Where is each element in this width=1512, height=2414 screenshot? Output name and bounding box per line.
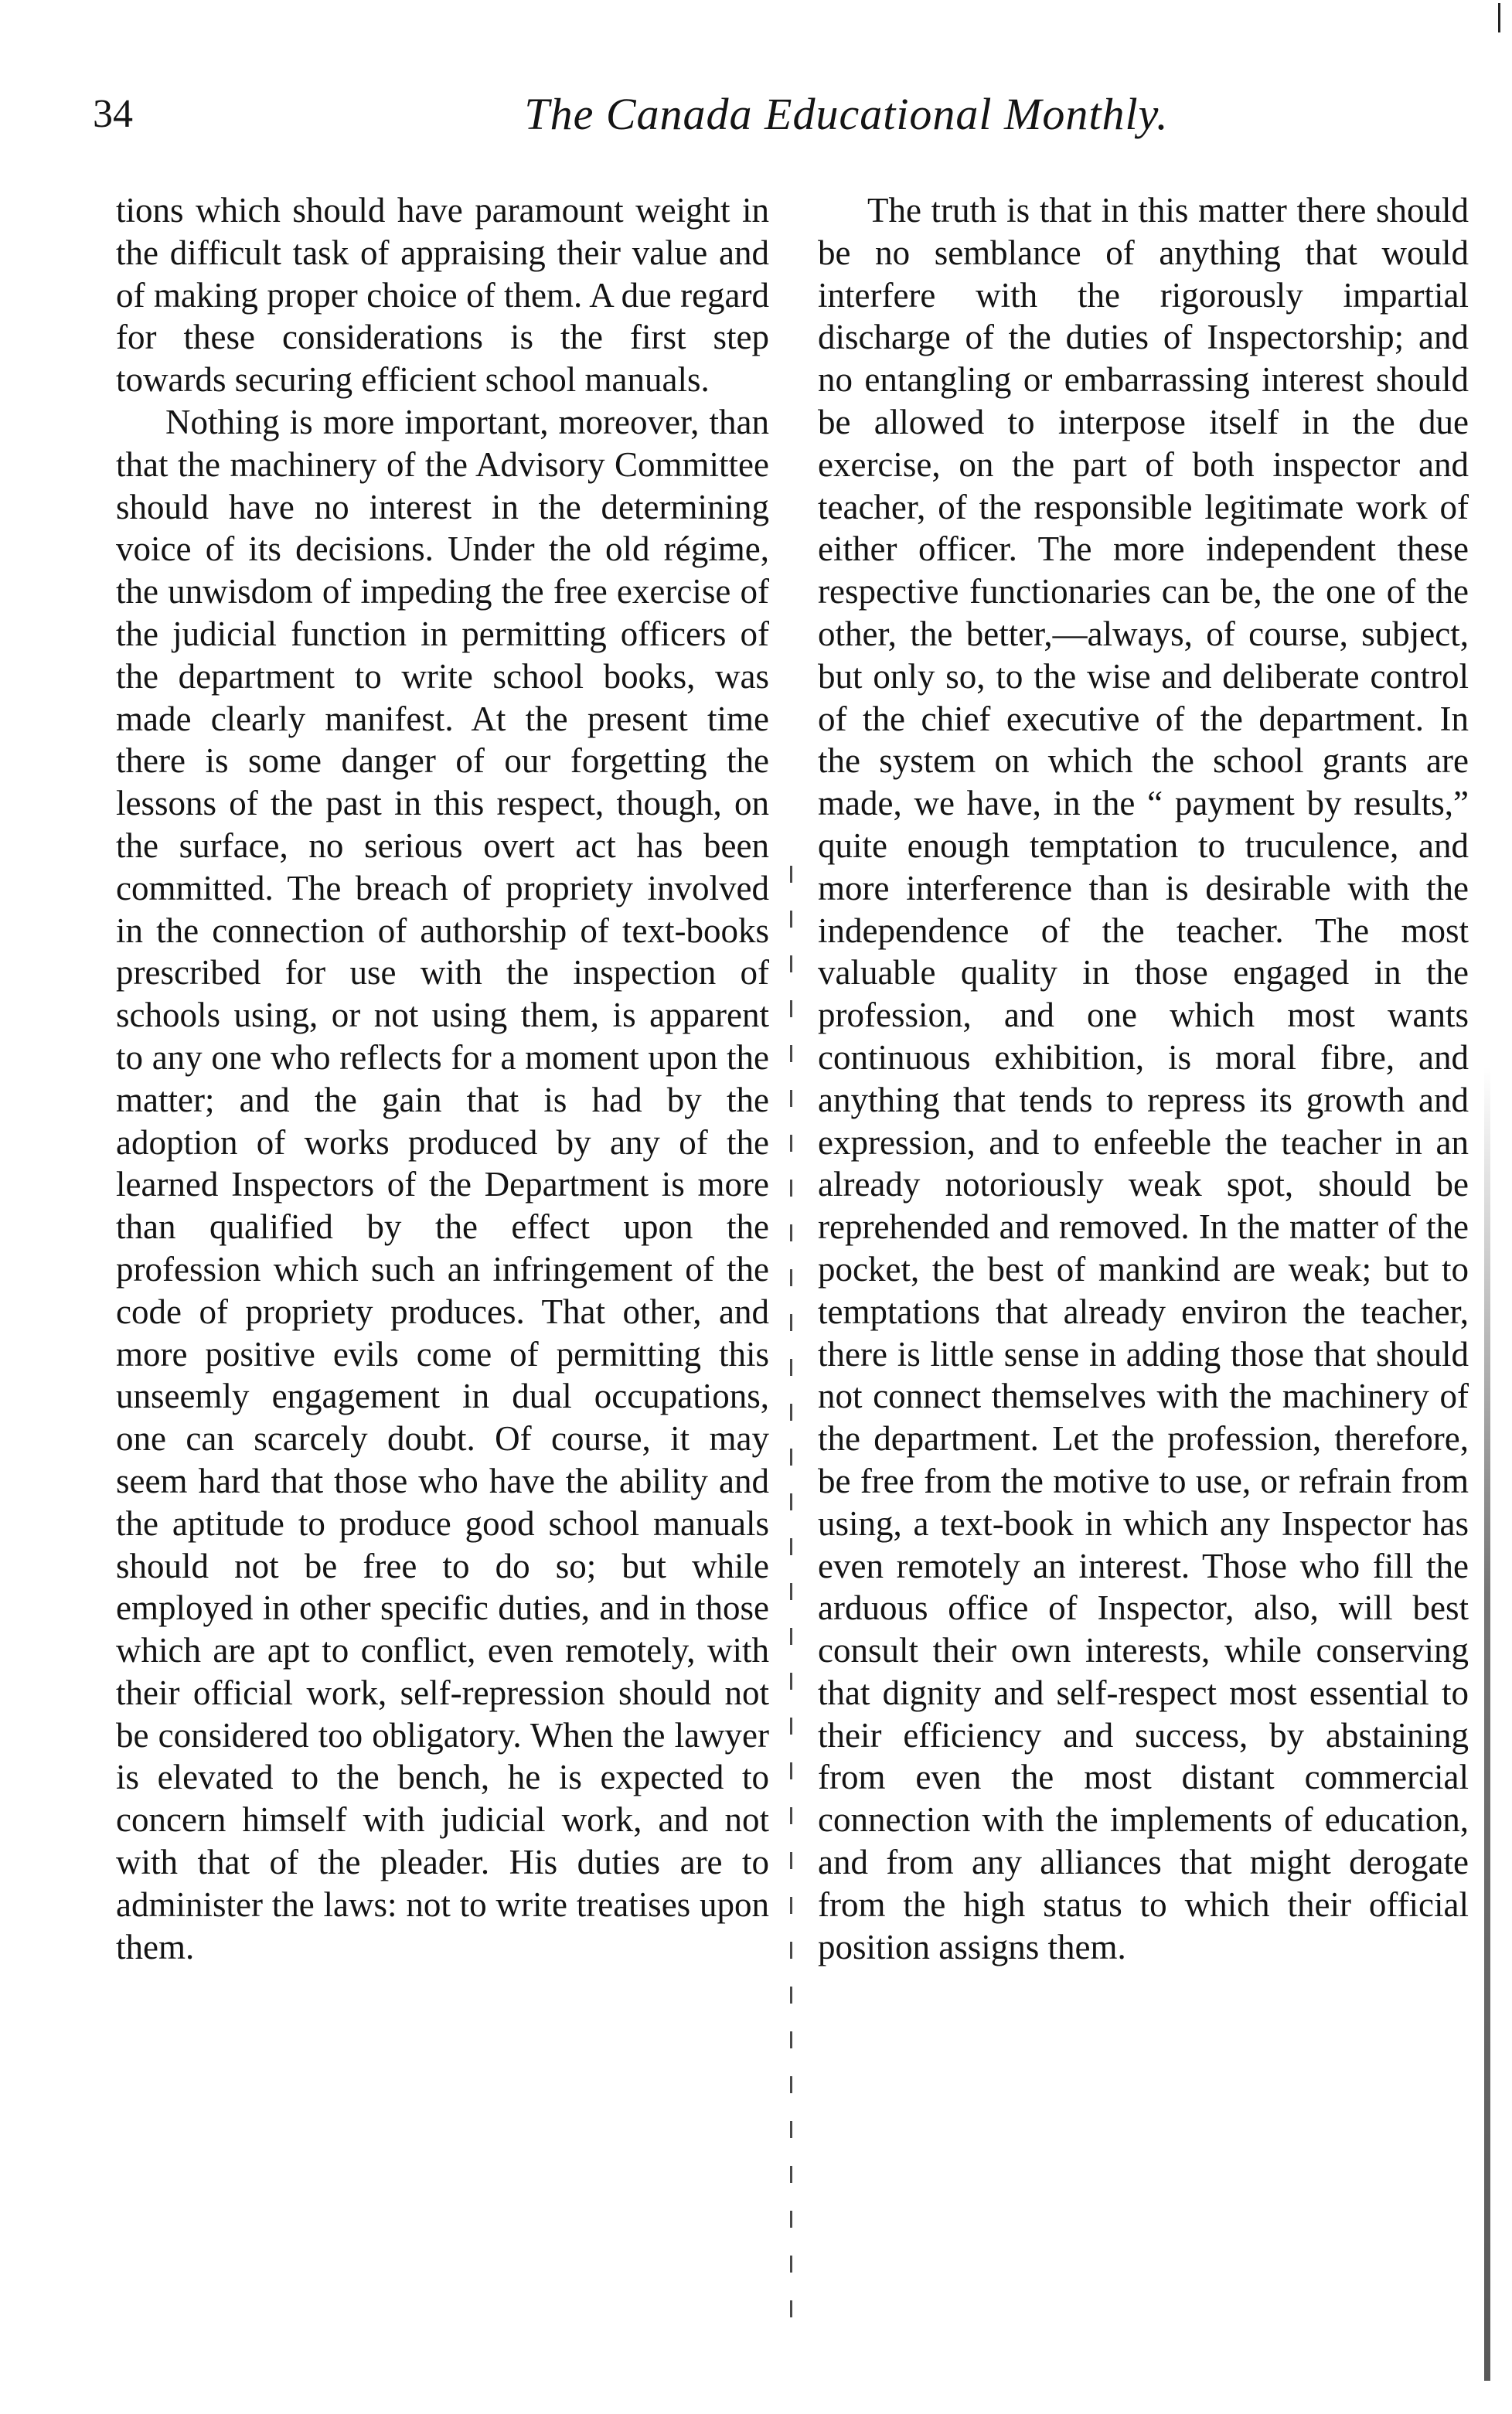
- page-number: 34: [93, 92, 133, 136]
- scan-binding-shadow: [1484, 1067, 1490, 2381]
- scan-edge-mark: [1498, 3, 1500, 32]
- column-divider: [790, 866, 792, 2342]
- paragraph: Nothing is more important, moreover, than that the machinery of the Advisory Committee should have no interest in the determining voice of its decisions. Under the old régime, the unwisdom of impeding the free exercise of the judicial function in permitting officers of the department to write school books, was made clearly manifest. At the present time there is some danger of our forgetting the lessons of the past in this respect, though, on the surface, no serious overt act has been committed. The breach of propriety involved in the connection of authorship of text-books prescribed for use with the inspection of schools using, or not using them, is apparent to any one who reflects for a moment upon the matter; and the gain that is had by the adoption of works produced by any of the learned Inspectors of the Department is more than qualified by the effect upon the profession which such an infringement of the code of propriety produces. That other, and more positive evils come of permitting this unseemly engagement in dual occupations, one can scarcely doubt. Of course, it may seem hard that those who have the ability and the aptitude to produce good school manuals should not be free to do so; but while employed in other specific duties, and in those which are apt to conflict, even remotely, with their official work, self-repression should not be considered too obligatory. When the lawyer is elevated to the bench, he is expected to concern himself with judicial work, and not with that of the pleader. His duties are to administer the laws: not to write treatises upon them.: [116, 402, 769, 1966]
- left-column: [116, 189, 769, 1968]
- paragraph: The truth is that in this matter there should be no semblance of anything that would interfere with the rigorously impartial discharge of the duties of Inspectorship; and no entangling or embarrassing interest should be allowed to interpose itself in the due exercise, on the part of both inspector and teacher, of the responsible legitimate work of either officer. The more independent these respective functionaries can be, the one of the other, the better,—always, of course, subject, but only so, to the wise and deliberate control of the chief executive of the department. In the system on which the school grants are made, we have, in the “ payment by results,” quite enough temptation to truculence, and more interference than is desirable with the independence of the teacher. The most valuable quality in those engaged in the profession, and one which most wants continuous exhibition, is moral fibre, and anything that tends to repress its growth and expression, and to enfeeble the teacher in an already notoriously weak spot, should be reprehended and removed. In the matter of the pocket, the best of mankind are weak; but to temptations that already environ the teacher, there is little sense in adding those that should not connect themselves with the machinery of the department. Let the profession, therefore, be free from the motive to use, or refrain from using, a text-book in which any Inspector has even remotely an interest. Those who fill the arduous office of Inspector, also, will best consult their own interests, while conserving that dignity and self-respect most essential to their efficiency and success, by abstaining from even the most distant commercial connection with the implements of education, and from any alliances that might derogate from the high status to which their official position assigns them.: [818, 191, 1469, 1966]
- page-header: [93, 83, 1484, 145]
- right-column: [818, 189, 1469, 1968]
- running-title: The Canada Educational Monthly.: [524, 89, 1169, 139]
- paragraph: tions which should have paramount weight in the difficult task of appraising their value and of making proper choice of them. A due regard for these considerations is the first step towards securing efficient school manuals.: [116, 191, 769, 400]
